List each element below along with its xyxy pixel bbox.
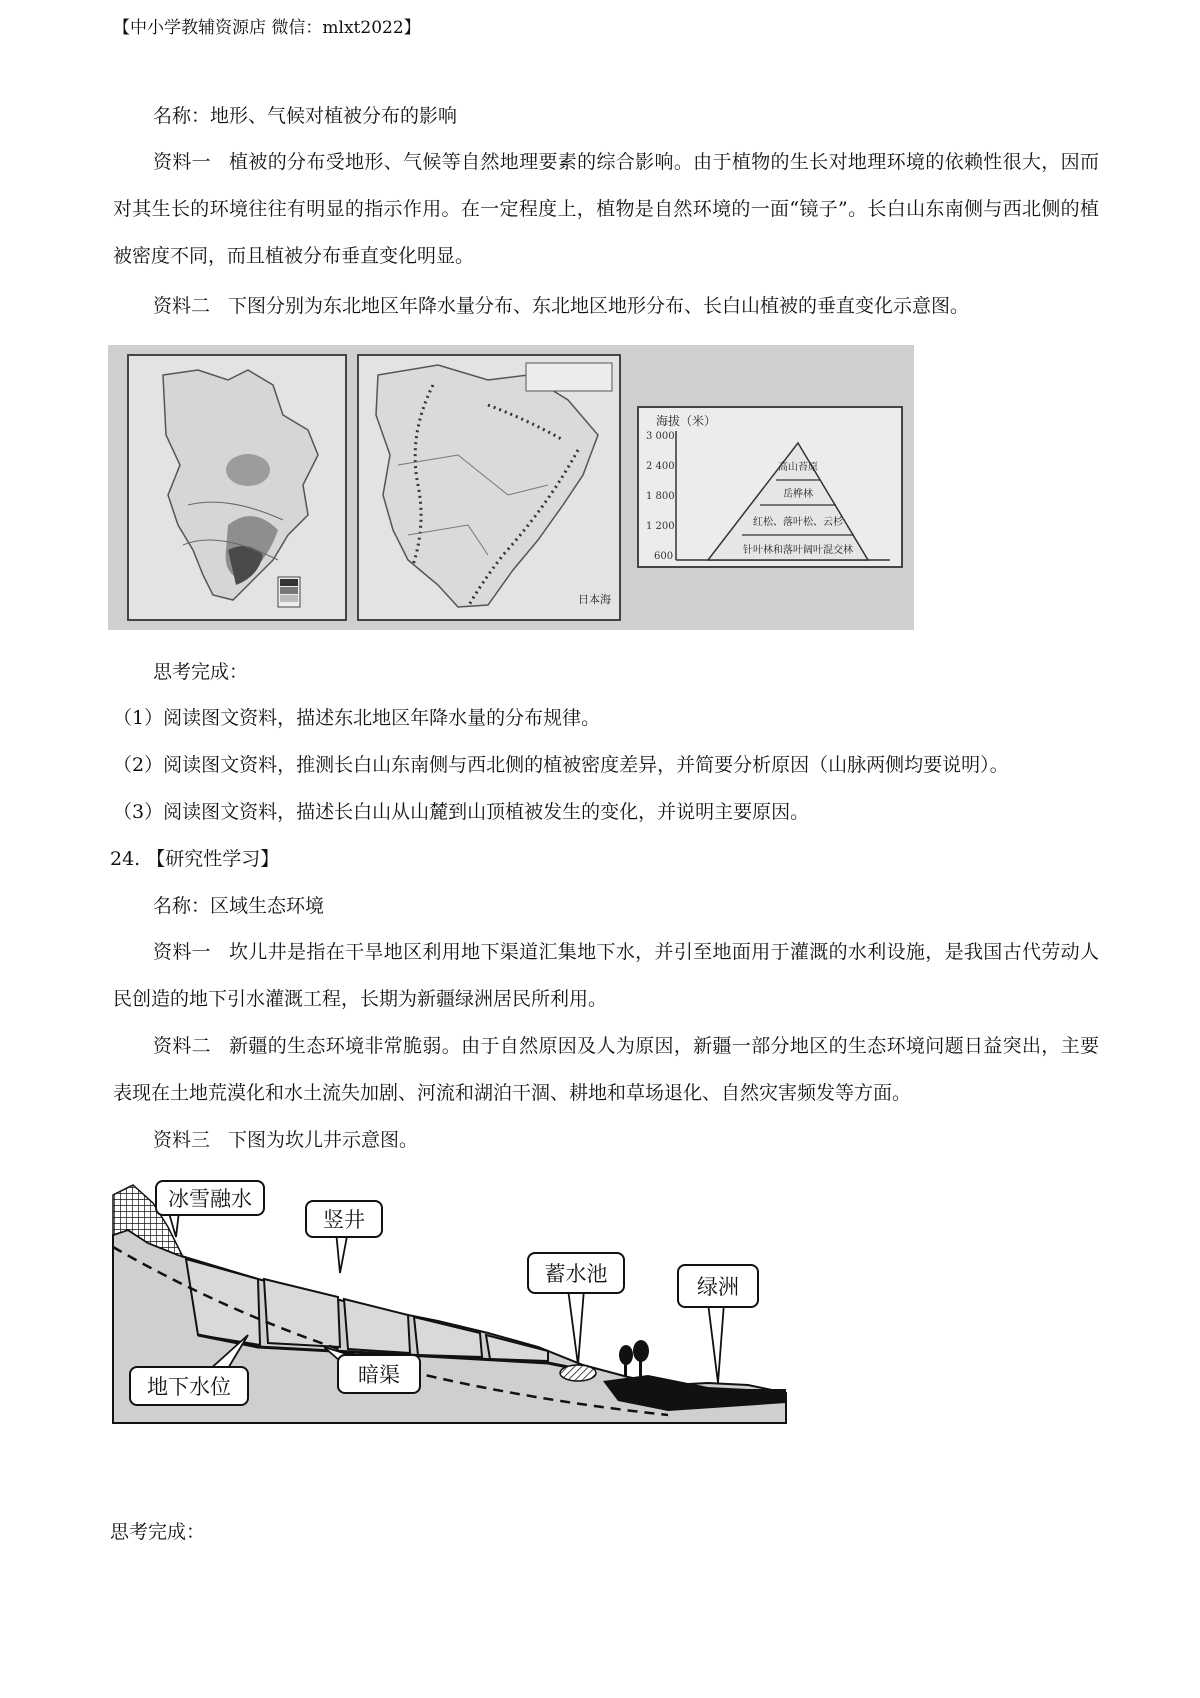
section1-material-2	[113, 283, 1099, 330]
oasis-trees	[619, 1340, 649, 1377]
material-text: 植被的分布受地形、气候等自然地理要素的综合影响。由于植物的生长对地理环境的依赖性很大，因而对其生长的环境往往有明显的指示作用。在一定程度上，植物是自然环境的一面“镜子”。长白山东南侧与西北侧的植被密度不同，而且植被分布垂直变化明显。	[113, 151, 1099, 267]
chart-ylabel: 海拔（米）	[656, 414, 717, 428]
question-title: 【研究性学习】	[146, 848, 280, 870]
label-channel: 暗渠	[358, 1363, 400, 1387]
tick-label: 1 200	[646, 521, 675, 532]
section2-material-3	[113, 1117, 1099, 1164]
callout-snowmelt	[156, 1181, 264, 1237]
question-2: （2）阅读图文资料，推测长白山东南侧与西北侧的植被密度差异，并简要分析原因（山脉两侧均要说明）。	[113, 754, 1009, 776]
material-label: 资料一	[153, 941, 212, 963]
reservoir-shape	[560, 1365, 596, 1381]
label-oasis: 绿洲	[697, 1275, 739, 1299]
question-24-heading	[110, 847, 279, 871]
precipitation-map	[128, 355, 346, 620]
tick-label: 1 800	[646, 491, 675, 502]
label-shaft: 竖井	[323, 1208, 365, 1232]
question-3: （3）阅读图文资料，描述长白山从山麓到山顶植被发生的变化，并说明主要原因。	[113, 801, 810, 823]
page-header: 【中小学教辅资源店 微信：mlxt2022】	[113, 18, 421, 38]
question-number: 24.	[110, 848, 141, 870]
material-text: 新疆的生态环境非常脆弱。由于自然原因及人为原因，新疆一部分地区的生态环境问题日益突出，主要表现在土地荒漠化和水土流失加剧、河流和湖泊干涸、耕地和草场退化、自然灾害频发等方面。	[113, 1035, 1099, 1104]
label-snowmelt: 冰雪融水	[168, 1187, 252, 1211]
material-text: 下图分别为东北地区年降水量分布、东北地区地形分布、长白山植被的垂直变化示意图。	[228, 295, 970, 317]
zone-label: 针叶林和落叶阔叶混交林	[743, 545, 853, 556]
section1-name: 名称：地形、气候对植被分布的影响	[153, 105, 458, 127]
zone-label: 红松、落叶松、云杉	[753, 517, 843, 528]
karez-diagram	[108, 1175, 790, 1435]
material-label: 资料二	[153, 1035, 212, 1057]
terrain-map	[358, 355, 620, 620]
material-text: 下图为坎儿井示意图。	[228, 1129, 419, 1151]
tick-label: 3 000	[646, 431, 675, 442]
section1-think: 思考完成：	[153, 661, 249, 683]
section2-name: 名称：区域生态环境	[153, 895, 325, 917]
tick-label: 600	[654, 551, 674, 562]
material-label: 资料二	[153, 295, 211, 317]
vegetation-zonation-chart	[638, 407, 902, 567]
section1-material-1	[113, 139, 1099, 280]
section2-think: 思考完成：	[110, 1521, 206, 1543]
northeast-maps-figure	[108, 345, 914, 630]
section2-material-1	[113, 929, 1099, 1023]
zone-label: 岳桦林	[783, 489, 813, 500]
map-label-sea-of-japan: 日本海	[578, 593, 611, 606]
section2-material-2	[113, 1023, 1099, 1117]
material-label: 资料一	[153, 151, 212, 173]
material-label: 资料三	[153, 1129, 211, 1151]
question-1: （1）阅读图文资料，描述东北地区年降水量的分布规律。	[113, 707, 601, 729]
callout-oasis	[678, 1265, 758, 1383]
label-reservoir: 蓄水池	[544, 1262, 608, 1286]
material-text: 坎儿井是指在干旱地区利用地下渠道汇集地下水，并引至地面用于灌溉的水利设施，是我国古代劳动人民创造的地下引水灌溉工程，长期为新疆绿洲居民所利用。	[113, 941, 1099, 1010]
zone-label: 高山苔原	[778, 462, 818, 473]
callout-shaft	[306, 1201, 382, 1273]
tick-label: 2 400	[646, 461, 675, 472]
label-groundwater: 地下水位	[147, 1375, 231, 1399]
